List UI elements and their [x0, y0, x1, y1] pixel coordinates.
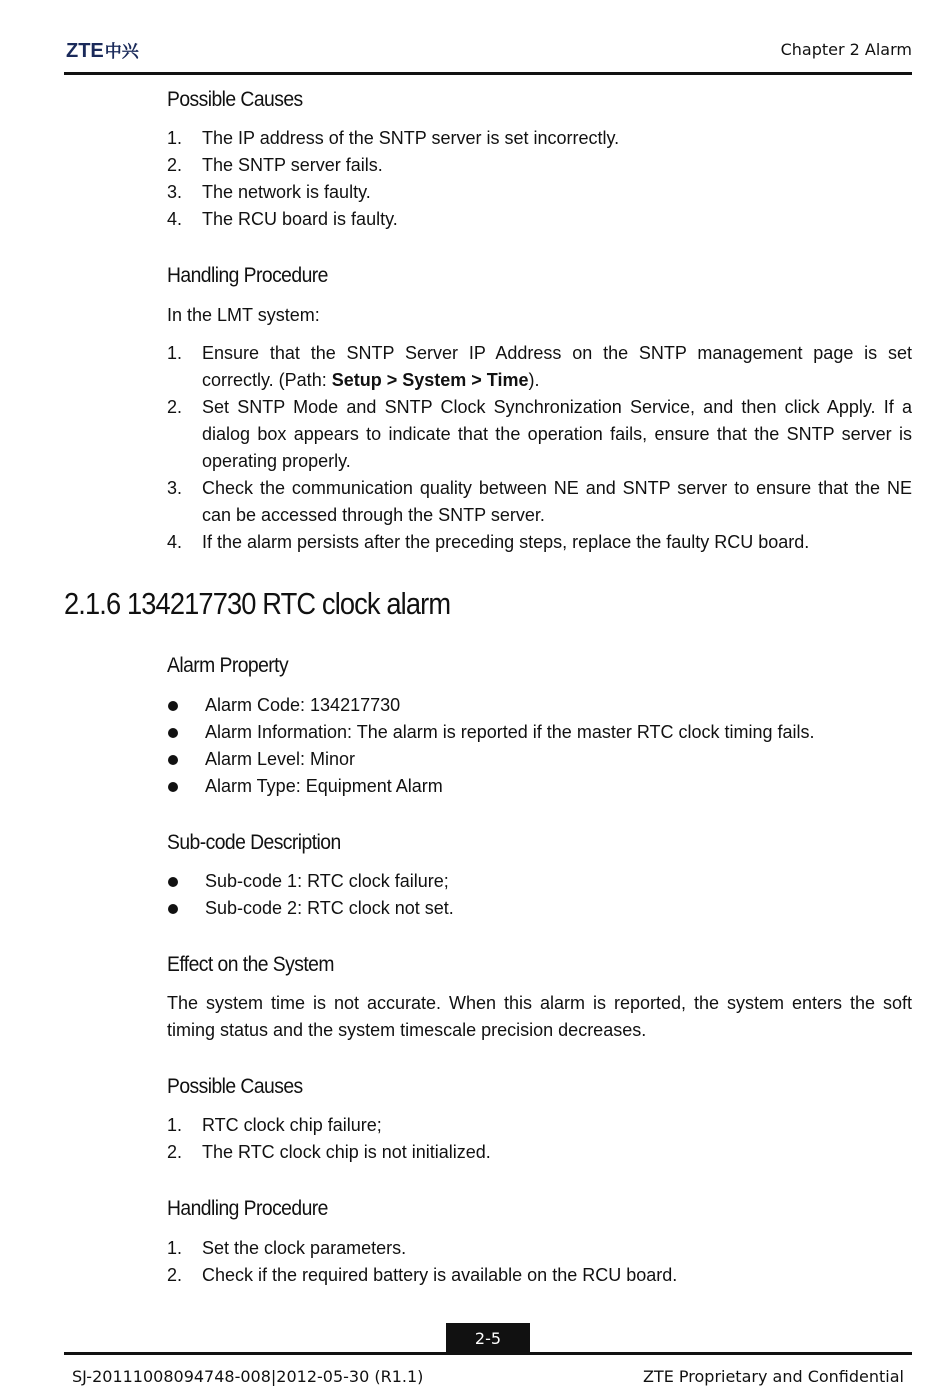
list-item: 2. Check if the required battery is available on the RCU board.: [167, 1265, 678, 1285]
logo-text: ZTE: [66, 40, 104, 62]
bullet-icon: [168, 782, 178, 792]
bullet-icon: [168, 728, 178, 738]
possible-causes-heading-2: Possible Causes: [167, 1075, 303, 1098]
document-id: SJ-20111008094748-008|2012-05-30 (R1.1): [72, 1367, 424, 1386]
bullet-icon: [168, 877, 178, 887]
possible-causes-list-2: [167, 1112, 912, 1166]
list-item: 2. Set SNTP Mode and SNTP Clock Synchronization Service, and then click Apply. If a dialog box appears to indicate that the operation fails, ensure that the SNTP server is operating properly.: [167, 397, 912, 471]
list-item: Alarm Level: Minor: [167, 746, 912, 773]
list-item: Alarm Code: 134217730: [167, 692, 912, 719]
list-item: 4. If the alarm persists after the preceding steps, replace the faulty RCU board.: [167, 532, 810, 552]
subcode-heading: Sub-code Description: [167, 831, 341, 854]
procedure-intro: In the LMT system:: [167, 305, 320, 325]
handling-procedure-heading-2: Handling Procedure: [167, 1197, 328, 1220]
page-number: 2-5: [446, 1323, 530, 1353]
handling-procedure-list: [167, 340, 912, 556]
alarm-property-list: [167, 692, 912, 800]
effect-text: The system time is not accurate. When this alarm is reported, the system enters the soft timing status and the system timescale precision decreases.: [167, 993, 912, 1040]
list-item: 2. The SNTP server fails.: [167, 155, 383, 175]
possible-causes-heading: Possible Causes: [167, 88, 303, 111]
bullet-icon: [168, 701, 178, 711]
header-divider: [64, 72, 912, 75]
handling-procedure-heading: Handling Procedure: [167, 264, 328, 287]
footer-divider: [64, 1352, 912, 1355]
alarm-property-heading: Alarm Property: [167, 654, 289, 677]
possible-causes-list: [167, 125, 912, 233]
logo-cn-text: 中兴: [104, 42, 139, 61]
list-item: Sub-code 2: RTC clock not set.: [167, 895, 912, 922]
list-item: Alarm Information: The alarm is reported if the master RTC clock timing fails.: [167, 719, 912, 746]
list-item: 1. Ensure that the SNTP Server IP Address on the SNTP management page is set correctly. (Path: Setup > System > Time).: [167, 343, 912, 390]
bullet-icon: [168, 755, 178, 765]
list-item: 1. RTC clock chip failure;: [167, 1115, 382, 1135]
subcode-list: [167, 868, 912, 922]
zte-logo: [66, 37, 139, 63]
list-item: 3. The network is faulty.: [167, 182, 371, 202]
confidential-notice: ZTE Proprietary and Confidential: [642, 1367, 904, 1386]
list-item: 2. The RTC clock chip is not initialized.: [167, 1142, 491, 1162]
menu-path: Setup > System > Time: [331, 370, 529, 390]
list-item: 3. Check the communication quality between NE and SNTP server to ensure that the NE can be accessed through the SNTP server.: [167, 478, 912, 525]
list-item: Sub-code 1: RTC clock failure;: [167, 868, 912, 895]
section-title: 2.1.6 134217730 RTC clock alarm: [64, 586, 451, 621]
list-item: Alarm Type: Equipment Alarm: [167, 773, 912, 800]
list-item: 1. The IP address of the SNTP server is set incorrectly.: [167, 128, 620, 148]
bullet-icon: [168, 904, 178, 914]
list-item: 1. Set the clock parameters.: [167, 1238, 407, 1258]
chapter-title: Chapter 2 Alarm: [780, 40, 912, 59]
list-item: 4. The RCU board is faulty.: [167, 209, 398, 229]
handling-procedure-list-2: [167, 1235, 912, 1289]
effect-heading: Effect on the System: [167, 953, 334, 976]
